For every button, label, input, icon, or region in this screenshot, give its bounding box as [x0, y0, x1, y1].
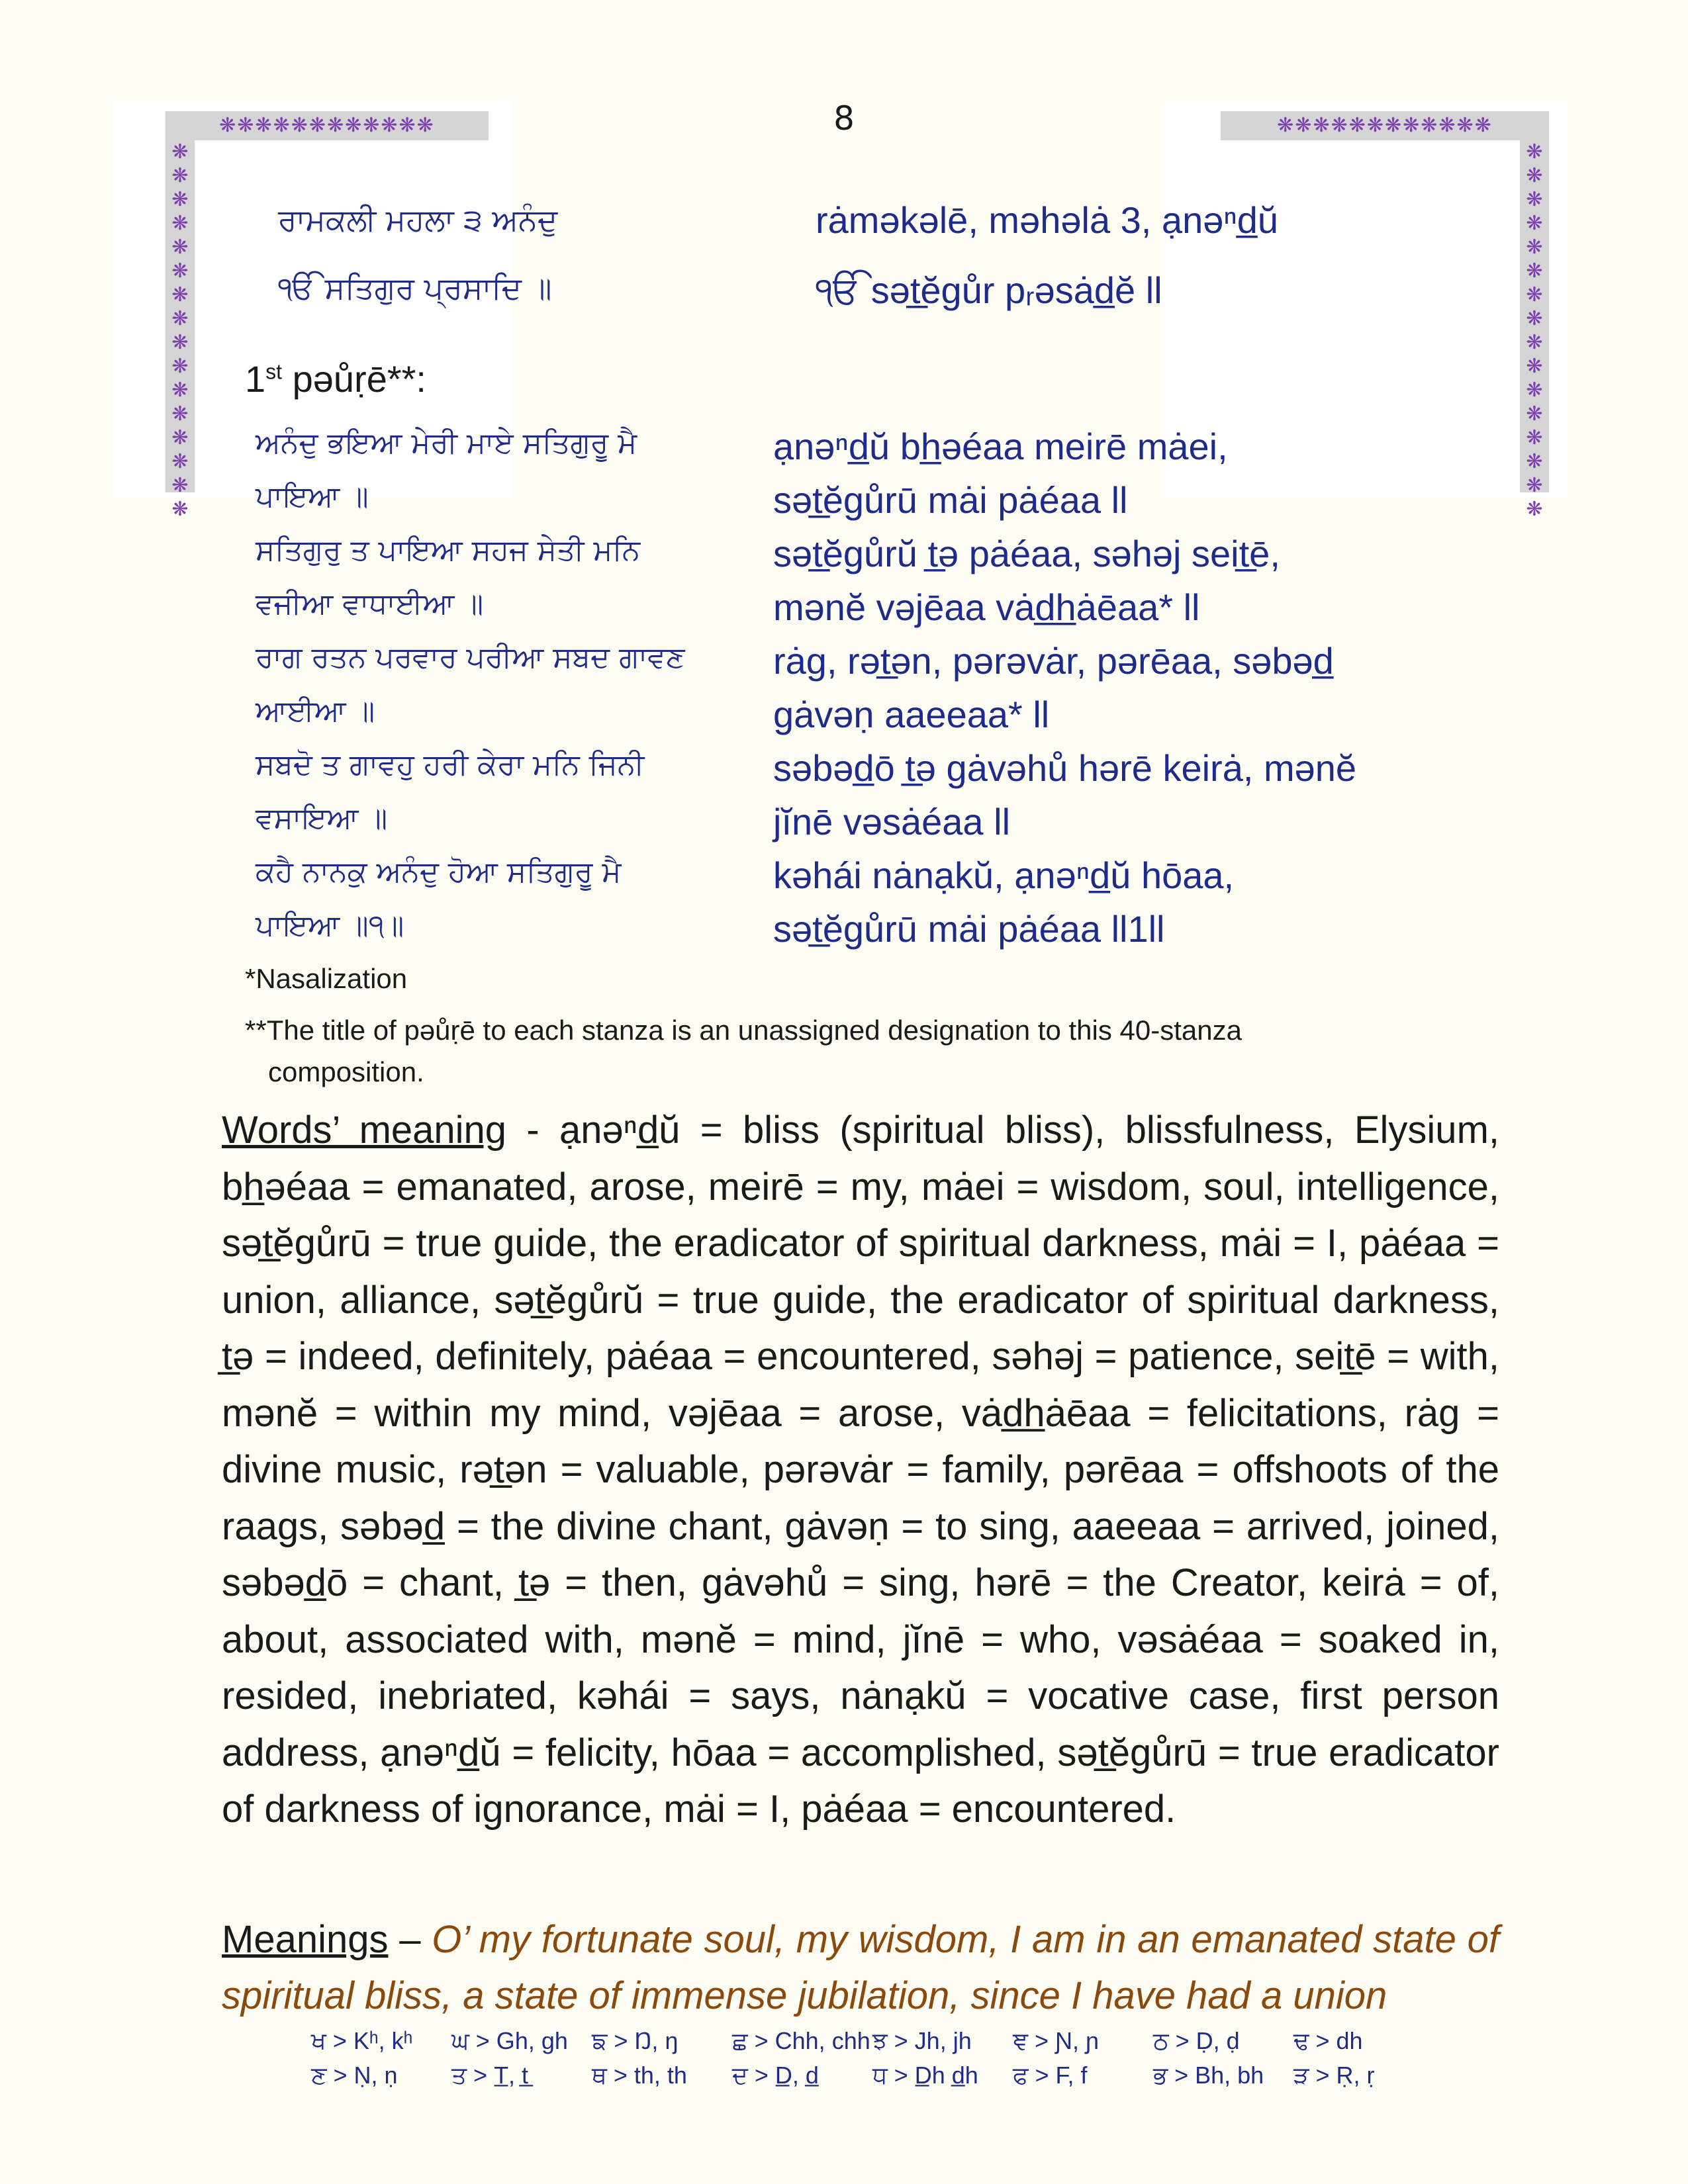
- stanza-translit: səbəd̲ō t̲ə gȧvəhů hərē keirȧ, mənĕ: [773, 747, 1357, 789]
- page-number: 8: [833, 99, 855, 138]
- stanza-translit: mənĕ vəjēaa vȧd̲h̲ȧēaa* ll: [773, 586, 1200, 628]
- stanza-translit: sət̲ĕgůrū mȧi pȧéaa ll1ll: [773, 908, 1165, 950]
- title-note: **The title of pəůṛē to each stanza is an unassigned designation to this 40-stanza: [245, 1015, 1242, 1046]
- right-vertical-ornament: ❋❋❋❋❋❋❋❋❋❋❋❋❋❋❋❋: [1520, 140, 1549, 492]
- key-item: ਛ > Chh, chh: [732, 2027, 870, 2054]
- stanza-gurmukhi: ਵਜੀਆ ਵਾਧਾਈਆ ॥: [256, 587, 484, 621]
- key-item: ਝ > Jh, jh: [872, 2027, 972, 2054]
- key-item: ਣ > Ṇ, ṇ: [311, 2062, 398, 2089]
- stanza-gurmukhi: ਕਹੈ ਨਾਨਕੁ ਅਨੰਦੁ ਹੋਆ ਸਤਿਗੁਰੂ ਮੈ: [256, 855, 622, 889]
- key-item: ਠ > Ḍ, ḍ: [1153, 2027, 1240, 2054]
- top-right-ornament: ❋❋❋❋❋❋❋❋❋❋❋❋: [1221, 111, 1549, 140]
- title-note-continued: composition.: [268, 1056, 424, 1087]
- words-meaning-text: - ạnəⁿd̲ŭ = bliss (spiritual bliss), blissfulness, Elysium, bh̲əéaa = emanated, arose, meirē = my, mȧei = wisdom, soul, intelligence, sət̲ĕgůrū = true guide, the eradicator of spiritual darkness, mȧi = I, pȧéaa = union, alliance, sət̲ĕgůrŭ = true guide, the eradicator of spiritual darkness, t̲ə = indeed, definitely, pȧéaa = encountered, səhəj = patience, seit̲ē = with, mənĕ = within my mind, vəjēaa = arose, vȧd̲h̲ȧēaa = felicitations, rȧg = divine music, rət̲ən = valuable, pərəvȧr = family, pərēaa = offshoots of the raags, səbəd̲ = the divine chant, gȧvəṇ = to sing, aaeeaa = arrived, joined, səbəd̲ō = chant, t̲ə = then, gȧvəhů = sing, hərē = the Creator, keirȧ = of, about, associated with, mənĕ = mind, jĭnē = who, vəsȧéaa = soaked in, resided, inebriated, kəhái = says, nȧnạkŭ = vocative case, first person address, ạnəⁿd̲ŭ = felicity, hōaa = accomplished, sət̲ĕgůrū = true eradicator of darkness of ignorance, mȧi = I, pȧéaa = encountered.: [222, 1109, 1499, 1831]
- stanza-gurmukhi: ਰਾਗ ਰਤਨ ਪਰਵਾਰ ਪਰੀਆ ਸਬਦ ਗਾਵਣ: [256, 641, 685, 674]
- stanza-translit: sət̲ĕgůrŭ t̲ə pȧéaa, səhəj seit̲ē,: [773, 533, 1280, 574]
- nasalization-note: *Nasalization: [245, 963, 408, 994]
- stanza-translit: jĭnē vəsȧéaa ll: [773, 801, 1011, 842]
- key-item: ਘ > Gh, gh: [451, 2027, 568, 2054]
- meanings-text: O’ my fortunate soul, my wisdom, I am in an emanated state of spiritual bliss, a state of immense jubilation, since I have had a union: [222, 1918, 1499, 2017]
- key-item: ਦ > D̲, d̲: [732, 2062, 819, 2089]
- key-item: ਤ > T̲, t̲: [451, 2062, 529, 2089]
- key-item: ਫ > F, f: [1013, 2062, 1088, 2089]
- key-item: ਥ > th, th: [592, 2062, 687, 2089]
- key-item: ਞ > Ɲ, ɲ: [1013, 2027, 1100, 2054]
- key-item: ਙ > Ŋ, ŋ: [592, 2027, 679, 2054]
- stanza-translit: rȧg, rət̲ən, pərəvȧr, pərēaa, səbəd̲: [773, 640, 1334, 682]
- key-item: ੜ > Ṛ, ṛ: [1293, 2062, 1375, 2089]
- header-gurmukhi-1: ਰਾਮਕਲੀ ਮਹਲਾ ੩ ਅਨੰਦੁ: [278, 202, 558, 238]
- header-translit-2: ੴ sət̲ĕgůr pᵣəsȧd̲ĕ ll: [816, 269, 1162, 311]
- stanza-gurmukhi: ਆਈਆ ॥: [256, 694, 375, 728]
- stanza-translit: sət̲ĕgůrū mȧi pȧéaa ll: [773, 479, 1128, 521]
- stanza-gurmukhi: ਵਸਾਇਆ ॥: [256, 801, 388, 835]
- key-row-2: [311, 2062, 1434, 2090]
- stanza-translit: ạnəⁿd̲ŭ bh̲əéaa meirē mȧei,: [773, 426, 1228, 467]
- stanza-translit: kəhái nȧnạkŭ, ạnəⁿd̲ŭ hōaa,: [773, 854, 1235, 896]
- meanings-heading: Meanings: [222, 1918, 389, 1961]
- stanza-gurmukhi: ਪਾਇਆ ॥: [256, 480, 369, 514]
- stanza-gurmukhi: ਪਾਇਆ ॥੧॥: [256, 909, 404, 942]
- words-meaning-paragraph: [222, 1102, 1499, 1838]
- header-gurmukhi-2: ੴ ਸਤਿਗੁਰ ਪ੍ਰਸਾਦਿ ॥: [278, 270, 552, 306]
- stanza-translit: gȧvəṇ aaeeaa* ll: [773, 694, 1050, 735]
- stanza-gurmukhi: ਅਨੰਦੁ ਭਇਆ ਮੇਰੀ ਮਾਏ ਸਤਿਗੁਰੂ ਮੈ: [256, 426, 637, 460]
- key-item: ਧ > D̲h d̲h: [872, 2062, 978, 2089]
- meanings-paragraph: [222, 1911, 1499, 2024]
- key-item: ਢ > dh: [1293, 2027, 1363, 2054]
- top-left-ornament: ❋❋❋❋❋❋❋❋❋❋❋❋: [165, 111, 489, 140]
- meanings-dash: –: [388, 1918, 432, 1961]
- key-item: ਖ > Kʰ, kʰ: [311, 2027, 413, 2054]
- key-item: ਭ > Bh, bh: [1153, 2062, 1264, 2089]
- left-vertical-ornament: ❋❋❋❋❋❋❋❋❋❋❋❋❋❋❋❋: [165, 140, 195, 492]
- stanza-gurmukhi: ਸਬਦੋ ਤ ਗਾਵਹੁ ਹਰੀ ਕੇਰਾ ਮਨਿ ਜਿਨੀ: [256, 748, 645, 782]
- key-row-1: [311, 2027, 1434, 2056]
- words-meaning-heading: Words’ meaning: [222, 1109, 507, 1152]
- stanza-gurmukhi: ਸਤਿਗੁਰੁ ਤ ਪਾਇਆ ਸਹਜ ਸੇਤੀ ਮਨਿ: [256, 533, 641, 567]
- stanza-title: 1st pəůṛē**:: [245, 358, 426, 400]
- header-translit-1: rȧməkəlē, məhəlȧ 3, ạnəⁿd̲ŭ: [816, 199, 1279, 241]
